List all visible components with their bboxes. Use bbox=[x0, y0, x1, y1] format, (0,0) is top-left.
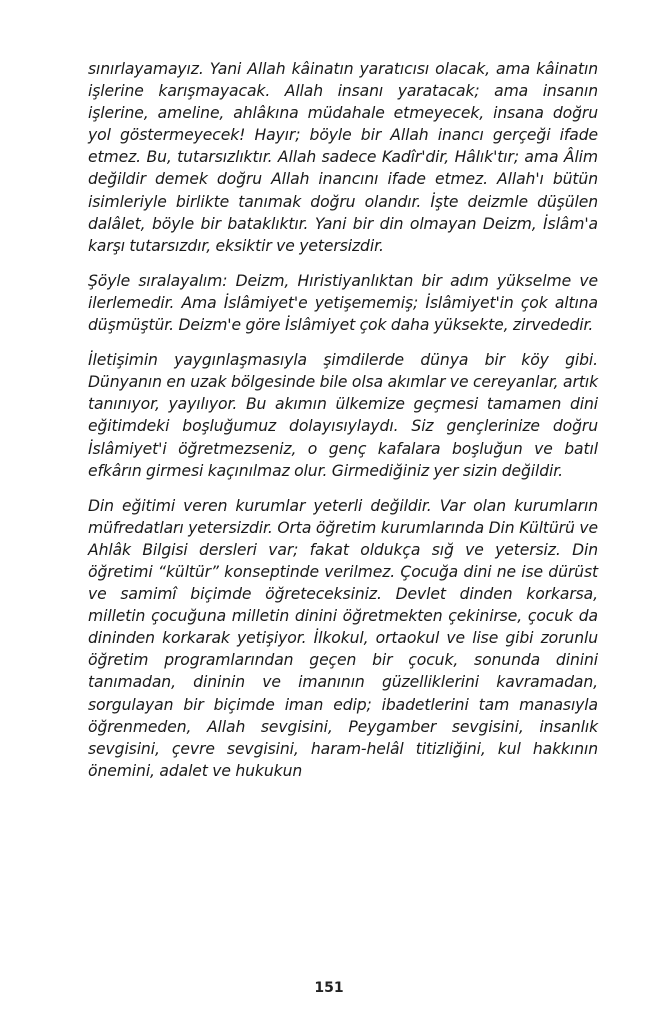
page-number: 151 bbox=[314, 980, 344, 996]
paragraph: Din eğitimi veren kurumlar yeterli değildir. Var olan kurumların müfredatları yetersizdir. Orta öğretim kurumlarında Din Kültürü ve Ahlâk Bilgisi dersleri var; fakat oldukça sığ ve yetersiz. Din öğretimi “kültür” konseptinde verilmez. Çocuğa dini ne ise dürüst ve samimî biçimde öğreteceksiniz. Devlet dinden korkarsa, milletin çocuğuna milletin dinini öğretmekten çekinirse, çocuk da dininden korkarak yetişiyor. İlkokul, ortaokul ve lise gibi zorunlu öğretim programlarından geçen bir çocuk, sonunda dinini tanımadan, dininin ve imanının güzelliklerini kavramadan, sorgulayan bir biçimde iman edip; ibadetlerini tam manasıyla öğrenmeden, Allah sevgisini, Peygamber sevgisini, insanlık sevgisini, çevre sevgisini, haram-helâl titizliğini, kul hakkının önemini, adalet ve hukukun bbox=[88, 496, 598, 780]
paragraph: Şöyle sıralayalım: Deizm, Hıristiyanlıktan bir adım yükselme ve ilerlemedir. Ama İslâmiyet'e yetişememiş; İslâmiyet'in çok altına düşmüştür. Deizm'e göre İslâmiyet çok daha yüksekte, zirvededir. bbox=[88, 271, 598, 335]
paragraph: sınırlayamayız. Yani Allah kâinatın yaratıcısı olacak, ama kâinatın işlerine karışmayacak. Allah insanı yaratacak; ama insanın işlerine, ameline, ahlâkına müdahale etmeyecek, insana doğru yol göstermeyecek! Hayır; böyle bir Allah inancı gerçeği ifade etmez. Bu, tutarsızlıktır. Allah sadece Kadîr'dir, Hâlık'tır; ama Âlim değildir demek doğru Allah inancını ifade etmez. Allah'ı bütün isimleriyle birlikte tanımak doğru olandır. İşte deizmle düşülen dalâlet, böyle bir bataklıktır. Yani bir din olmayan Deizm, İslâm'a karşı tutarsızdır, eksiktir ve yetersizdir. bbox=[88, 60, 598, 255]
paragraph: İletişimin yaygınlaşmasıyla şimdilerde dünya bir köy gibi. Dünyanın en uzak bölgesinde bile olsa akımlar ve cereyanlar, artık tanınıyor, yayılıyor. Bu akımın ülkemize geçmesi tamamen dini eğitimdeki boşluğumuz dolayısıylaydı. Siz gençlerinize doğru İslâmiyet'i öğretmezseniz, o genç kafalara boşluğun ve batıl efkârın girmesi kaçınılmaz olur. Girmediğiniz yer sizin değildir. bbox=[88, 351, 598, 480]
page-body bbox=[88, 58, 598, 795]
